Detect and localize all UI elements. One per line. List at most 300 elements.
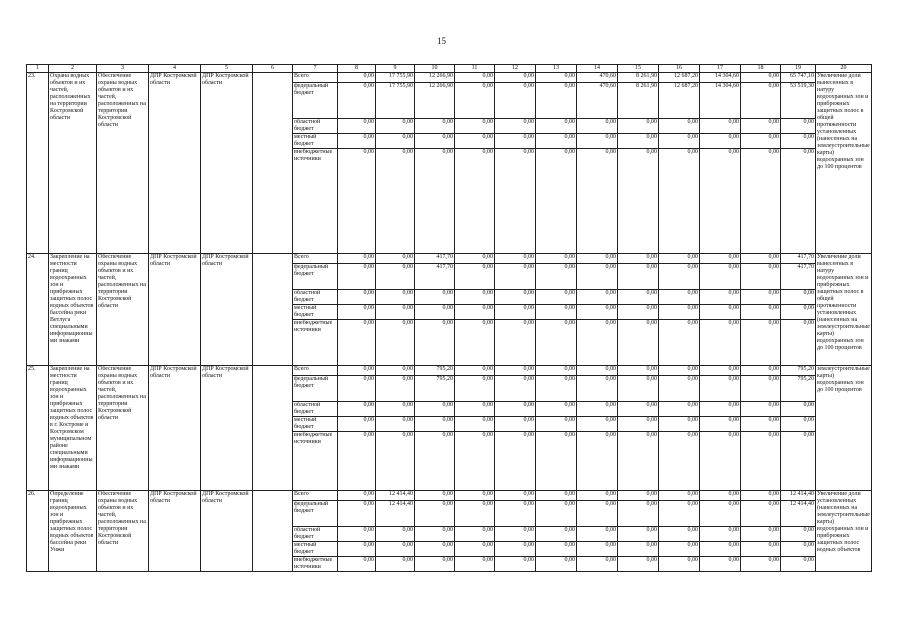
amount-cell: 417,70 [415, 264, 455, 290]
page-number: 15 [437, 36, 446, 46]
amount-cell: 0,00 [741, 432, 781, 491]
amount-cell: 12 687,20 [659, 73, 700, 83]
amount-cell: 0,00 [577, 305, 618, 320]
amount-cell: 0,00 [741, 501, 781, 527]
amount-cell: 0,00 [376, 432, 415, 491]
amount-cell: 0,00 [659, 149, 700, 254]
amount-cell: 0,00 [741, 557, 781, 572]
amount-cell: 0,00 [741, 376, 781, 402]
amount-cell: 0,00 [376, 290, 415, 305]
amount-cell: 0,00 [495, 491, 536, 501]
amount-cell: 0,00 [338, 305, 376, 320]
amount-cell: 0,00 [338, 501, 376, 527]
amount-cell: 0,00 [659, 501, 700, 527]
amount-cell: 0,00 [577, 501, 618, 527]
amount-cell: 0,00 [455, 557, 495, 572]
column-header: 2 [49, 65, 97, 73]
amount-cell: 0,00 [455, 134, 495, 149]
amount-cell: 0,00 [741, 417, 781, 432]
measure-name: Закрепление на местности границ водоохранных зон и прибрежных защитных полос водных объектов в г. Костроме и Костромском муниципальном районе специальными информационными знаками [49, 366, 97, 491]
amount-cell: 0,00 [781, 134, 816, 149]
amount-cell: 417,70 [781, 254, 816, 264]
column-header: 13 [536, 65, 577, 73]
amount-cell: 0,00 [781, 417, 816, 432]
amount-cell: 0,00 [455, 501, 495, 527]
column-header: 12 [495, 65, 536, 73]
amount-cell: 0,00 [741, 73, 781, 83]
amount-cell: 53 519,30 [781, 83, 816, 119]
amount-cell: 0,00 [338, 264, 376, 290]
expected-result: землеустроительные карты) водоохранных зон до 100 процентов [816, 366, 872, 491]
amount-cell: 0,00 [659, 542, 700, 557]
amount-cell: 0,00 [659, 305, 700, 320]
amount-cell: 0,00 [741, 119, 781, 134]
amount-cell: 0,00 [659, 491, 700, 501]
amount-cell: 0,00 [455, 402, 495, 417]
row-number: 23. [27, 73, 49, 254]
amount-cell: 0,00 [536, 527, 577, 542]
amount-cell: 0,00 [741, 366, 781, 376]
expected-result: Увеличение доли установленных (нанесенных на землеустроительные карты) водоохранных зон и прибрежных защитных полос водных объектов [816, 491, 872, 572]
amount-cell: 0,00 [618, 264, 659, 290]
amount-cell: 0,00 [415, 134, 455, 149]
amount-cell: 0,00 [376, 542, 415, 557]
funding-source: Всего [293, 366, 338, 376]
amount-cell: 0,00 [577, 542, 618, 557]
amount-cell: 0,00 [618, 320, 659, 366]
amount-cell: 0,00 [781, 542, 816, 557]
amount-cell: 0,00 [577, 557, 618, 572]
column-header: 16 [659, 65, 700, 73]
amount-cell: 0,00 [495, 73, 536, 83]
amount-cell: 0,00 [741, 305, 781, 320]
amount-cell: 0,00 [376, 417, 415, 432]
amount-cell: 0,00 [536, 73, 577, 83]
amount-cell: 795,20 [781, 376, 816, 402]
column-6 [253, 73, 293, 254]
amount-cell: 0,00 [781, 320, 816, 366]
amount-cell: 0,00 [536, 491, 577, 501]
amount-cell: 0,00 [536, 376, 577, 402]
amount-cell: 795,20 [415, 376, 455, 402]
recipient: ДПР Костромской области [201, 491, 253, 572]
funding-source: внебюджетные источники [293, 320, 338, 366]
column-header: 7 [293, 65, 338, 73]
amount-cell: 8 261,90 [618, 73, 659, 83]
amount-cell: 0,00 [659, 366, 700, 376]
amount-cell: 0,00 [781, 402, 816, 417]
amount-cell: 470,60 [577, 73, 618, 83]
amount-cell: 0,00 [376, 264, 415, 290]
amount-cell: 0,00 [659, 376, 700, 402]
amount-cell: 0,00 [415, 402, 455, 417]
amount-cell: 0,00 [495, 264, 536, 290]
amount-cell: 0,00 [536, 366, 577, 376]
amount-cell: 0,00 [741, 254, 781, 264]
amount-cell: 0,00 [338, 320, 376, 366]
funding-source: местный бюджет [293, 305, 338, 320]
executor: ДПР Костромской области [149, 73, 201, 254]
amount-cell: 12 266,90 [415, 83, 455, 119]
amount-cell: 0,00 [536, 264, 577, 290]
amount-cell: 0,00 [455, 417, 495, 432]
amount-cell: 0,00 [618, 376, 659, 402]
table-row [27, 254, 872, 264]
amount-cell: 0,00 [338, 134, 376, 149]
amount-cell: 470,60 [577, 83, 618, 119]
amount-cell: 0,00 [536, 149, 577, 254]
amount-cell: 0,00 [376, 134, 415, 149]
amount-cell: 0,00 [338, 402, 376, 417]
amount-cell: 0,00 [700, 432, 741, 491]
amount-cell: 0,00 [781, 290, 816, 305]
amount-cell: 0,00 [577, 264, 618, 290]
amount-cell: 0,00 [659, 557, 700, 572]
amount-cell: 795,20 [415, 366, 455, 376]
amount-cell: 0,00 [659, 290, 700, 305]
amount-cell: 0,00 [700, 491, 741, 501]
amount-cell: 0,00 [741, 134, 781, 149]
amount-cell: 795,20 [781, 366, 816, 376]
amount-cell: 0,00 [700, 254, 741, 264]
amount-cell: 0,00 [455, 149, 495, 254]
amount-cell: 0,00 [700, 527, 741, 542]
column-header: 20 [816, 65, 872, 73]
amount-cell: 0,00 [376, 376, 415, 402]
amount-cell: 0,00 [338, 557, 376, 572]
funding-source: местный бюджет [293, 134, 338, 149]
amount-cell: 0,00 [659, 264, 700, 290]
amount-cell: 0,00 [618, 417, 659, 432]
amount-cell: 0,00 [577, 290, 618, 305]
amount-cell: 12 414,40 [781, 491, 816, 501]
column-6 [253, 491, 293, 572]
amount-cell: 0,00 [700, 376, 741, 402]
amount-cell: 0,00 [700, 320, 741, 366]
amount-cell: 0,00 [338, 366, 376, 376]
amount-cell: 0,00 [659, 402, 700, 417]
header-row [27, 65, 872, 73]
column-header: 6 [253, 65, 293, 73]
amount-cell: 0,00 [741, 149, 781, 254]
amount-cell: 0,00 [700, 557, 741, 572]
amount-cell: 0,00 [659, 417, 700, 432]
amount-cell: 0,00 [659, 254, 700, 264]
amount-cell: 0,00 [495, 83, 536, 119]
amount-cell: 0,00 [781, 119, 816, 134]
amount-cell: 12 414,40 [376, 491, 415, 501]
row-number: 24. [27, 254, 49, 366]
funding-source: федеральный бюджет [293, 501, 338, 527]
amount-cell: 0,00 [415, 417, 455, 432]
amount-cell: 17 755,90 [376, 83, 415, 119]
amount-cell: 0,00 [495, 376, 536, 402]
funding-source: федеральный бюджет [293, 376, 338, 402]
amount-cell: 0,00 [455, 83, 495, 119]
amount-cell: 14 304,60 [700, 83, 741, 119]
amount-cell: 0,00 [536, 305, 577, 320]
amount-cell: 0,00 [700, 305, 741, 320]
amount-cell: 0,00 [536, 402, 577, 417]
amount-cell: 0,00 [495, 402, 536, 417]
amount-cell: 0,00 [495, 305, 536, 320]
amount-cell: 0,00 [415, 320, 455, 366]
amount-cell: 0,00 [577, 432, 618, 491]
amount-cell: 0,00 [376, 119, 415, 134]
amount-cell: 0,00 [577, 366, 618, 376]
amount-cell: 0,00 [618, 149, 659, 254]
amount-cell: 0,00 [495, 254, 536, 264]
amount-cell: 0,00 [741, 83, 781, 119]
amount-cell: 0,00 [338, 83, 376, 119]
amount-cell: 0,00 [495, 557, 536, 572]
table-row [27, 73, 872, 83]
amount-cell: 0,00 [781, 527, 816, 542]
amount-cell: 0,00 [700, 119, 741, 134]
amount-cell: 0,00 [495, 432, 536, 491]
amount-cell: 0,00 [741, 542, 781, 557]
column-header: 18 [741, 65, 781, 73]
column-header: 10 [415, 65, 455, 73]
amount-cell: 12 414,40 [376, 501, 415, 527]
amount-cell: 0,00 [781, 557, 816, 572]
amount-cell: 0,00 [700, 402, 741, 417]
amount-cell: 12 266,90 [415, 73, 455, 83]
table-row [27, 366, 872, 376]
executor: ДПР Костромской области [149, 254, 201, 366]
amount-cell: 0,00 [415, 119, 455, 134]
amount-cell: 0,00 [618, 254, 659, 264]
amount-cell: 0,00 [455, 305, 495, 320]
column-header: 3 [97, 65, 149, 73]
measure-basis: Обеспечение охраны водных объектов и их частей, расположенных на территории Костромской области [97, 366, 149, 491]
amount-cell: 0,00 [376, 527, 415, 542]
amount-cell: 0,00 [618, 491, 659, 501]
column-header: 8 [338, 65, 376, 73]
amount-cell: 0,00 [455, 264, 495, 290]
amount-cell: 0,00 [700, 134, 741, 149]
amount-cell: 0,00 [415, 149, 455, 254]
column-6 [253, 366, 293, 491]
column-header: 19 [781, 65, 816, 73]
expected-result: Увеличение доли вынесенных в натуру водоохранных зон и прибрежных защитных полос в общей протяженности установленных (нанесенных на землеустроительные карты) водоохранных зон до 100 процентов [816, 73, 872, 254]
amount-cell: 0,00 [741, 290, 781, 305]
amount-cell: 0,00 [781, 149, 816, 254]
amount-cell: 0,00 [455, 119, 495, 134]
column-header: 9 [376, 65, 415, 73]
funding-source: внебюджетные источники [293, 149, 338, 254]
table-row [27, 491, 872, 501]
amount-cell: 0,00 [577, 119, 618, 134]
amount-cell: 0,00 [700, 149, 741, 254]
amount-cell: 0,00 [495, 320, 536, 366]
amount-cell: 0,00 [495, 290, 536, 305]
amount-cell: 0,00 [536, 119, 577, 134]
amount-cell: 0,00 [338, 527, 376, 542]
amount-cell: 17 755,90 [376, 73, 415, 83]
amount-cell: 0,00 [495, 527, 536, 542]
recipient: ДПР Костромской области [201, 366, 253, 491]
amount-cell: 0,00 [577, 417, 618, 432]
funding-source: областной бюджет [293, 527, 338, 542]
amount-cell: 0,00 [495, 119, 536, 134]
amount-cell: 0,00 [536, 542, 577, 557]
expected-result: Увеличение доли вынесенных в натуру водоохранных зон и прибрежных защитных полос в общей протяженности установленных (нанесенных на землеустроительные карты) водоохранных зон до 100 процентов [816, 254, 872, 366]
amount-cell: 0,00 [700, 542, 741, 557]
amount-cell: 0,00 [338, 254, 376, 264]
column-header: 14 [577, 65, 618, 73]
measure-name: Определение границ водоохранных зон и прибрежных защитных полос водных объектов бассейна реки Унжи [49, 491, 97, 572]
amount-cell: 65 747,10 [781, 73, 816, 83]
funding-source: Всего [293, 491, 338, 501]
executor: ДПР Костромской области [149, 491, 201, 572]
funding-source: местный бюджет [293, 417, 338, 432]
measure-name: Охрана водных объектов и их частей, расположенных на территории Костромской области [49, 73, 97, 254]
amount-cell: 0,00 [455, 542, 495, 557]
amount-cell: 0,00 [659, 432, 700, 491]
amount-cell: 0,00 [659, 119, 700, 134]
amount-cell: 0,00 [700, 290, 741, 305]
column-header: 5 [201, 65, 253, 73]
measure-basis: Обеспечение охраны водных объектов и их частей, расположенных на территории Костромской области [97, 491, 149, 572]
amount-cell: 0,00 [618, 501, 659, 527]
amount-cell: 0,00 [536, 290, 577, 305]
funding-source: внебюджетные источники [293, 432, 338, 491]
amount-cell: 0,00 [338, 73, 376, 83]
amount-cell: 0,00 [577, 376, 618, 402]
amount-cell: 0,00 [741, 491, 781, 501]
amount-cell: 0,00 [376, 557, 415, 572]
amount-cell: 417,70 [415, 254, 455, 264]
amount-cell: 0,00 [455, 73, 495, 83]
amount-cell: 0,00 [618, 527, 659, 542]
amount-cell: 12 687,20 [659, 83, 700, 119]
amount-cell: 12 414,40 [781, 501, 816, 527]
amount-cell: 0,00 [659, 527, 700, 542]
amount-cell: 0,00 [495, 501, 536, 527]
amount-cell: 0,00 [376, 254, 415, 264]
amount-cell: 0,00 [536, 320, 577, 366]
amount-cell: 417,70 [781, 264, 816, 290]
amount-cell: 0,00 [338, 542, 376, 557]
amount-cell: 0,00 [618, 542, 659, 557]
amount-cell: 0,00 [741, 527, 781, 542]
amount-cell: 0,00 [741, 402, 781, 417]
amount-cell: 0,00 [577, 320, 618, 366]
funding-source: областной бюджет [293, 290, 338, 305]
amount-cell: 0,00 [415, 491, 455, 501]
amount-cell: 0,00 [376, 366, 415, 376]
column-header: 15 [618, 65, 659, 73]
amount-cell: 0,00 [536, 254, 577, 264]
amount-cell: 0,00 [376, 149, 415, 254]
amount-cell: 0,00 [455, 366, 495, 376]
amount-cell: 0,00 [618, 402, 659, 417]
amount-cell: 0,00 [618, 305, 659, 320]
amount-cell: 0,00 [536, 557, 577, 572]
amount-cell: 0,00 [338, 149, 376, 254]
amount-cell: 0,00 [618, 366, 659, 376]
amount-cell: 0,00 [415, 305, 455, 320]
column-header: 4 [149, 65, 201, 73]
amount-cell: 0,00 [659, 134, 700, 149]
amount-cell: 0,00 [338, 119, 376, 134]
amount-cell: 0,00 [659, 320, 700, 366]
amount-cell: 0,00 [577, 134, 618, 149]
amount-cell: 0,00 [455, 491, 495, 501]
recipient: ДПР Костромской области [201, 254, 253, 366]
amount-cell: 0,00 [741, 320, 781, 366]
row-number: 26. [27, 491, 49, 572]
amount-cell: 0,00 [618, 119, 659, 134]
amount-cell: 0,00 [700, 501, 741, 527]
column-header: 17 [700, 65, 741, 73]
amount-cell: 0,00 [415, 542, 455, 557]
amount-cell: 0,00 [495, 149, 536, 254]
amount-cell: 0,00 [455, 527, 495, 542]
amount-cell: 0,00 [741, 264, 781, 290]
amount-cell: 0,00 [577, 491, 618, 501]
amount-cell: 0,00 [577, 149, 618, 254]
amount-cell: 0,00 [536, 417, 577, 432]
amount-cell: 0,00 [700, 366, 741, 376]
amount-cell: 0,00 [495, 366, 536, 376]
amount-cell: 0,00 [495, 134, 536, 149]
amount-cell: 0,00 [338, 417, 376, 432]
amount-cell: 14 304,60 [700, 73, 741, 83]
row-number: 25. [27, 366, 49, 491]
amount-cell: 0,00 [781, 432, 816, 491]
amount-cell: 0,00 [495, 417, 536, 432]
amount-cell: 0,00 [618, 134, 659, 149]
amount-cell: 0,00 [338, 432, 376, 491]
column-header: 11 [455, 65, 495, 73]
measure-name: Закрепление на местности границ водоохранных зон и прибрежных защитных полос водных объектов бассейна реки Ветлуга специальными информационными знаками [49, 254, 97, 366]
recipient: ДПР Костромской области [201, 73, 253, 254]
amount-cell: 0,00 [338, 290, 376, 305]
amount-cell: 0,00 [376, 402, 415, 417]
amount-cell: 0,00 [536, 501, 577, 527]
measure-basis: Обеспечение охраны водных объектов и их частей, расположенных на территории Костромской области [97, 73, 149, 254]
amount-cell: 0,00 [455, 432, 495, 491]
amount-cell: 0,00 [455, 320, 495, 366]
funding-source: Всего [293, 254, 338, 264]
amount-cell: 0,00 [415, 290, 455, 305]
amount-cell: 0,00 [338, 491, 376, 501]
amount-cell: 0,00 [577, 254, 618, 264]
funding-source: федеральный бюджет [293, 83, 338, 119]
amount-cell: 0,00 [415, 527, 455, 542]
amount-cell: 0,00 [536, 134, 577, 149]
measure-basis: Обеспечение охраны водных объектов и их частей, расположенных на территории Костромской области [97, 254, 149, 366]
amount-cell: 0,00 [618, 432, 659, 491]
amount-cell: 0,00 [455, 254, 495, 264]
funding-source: областной бюджет [293, 119, 338, 134]
amount-cell: 0,00 [338, 376, 376, 402]
executor: ДПР Костромской области [149, 366, 201, 491]
amount-cell: 0,00 [700, 264, 741, 290]
amount-cell: 0,00 [536, 432, 577, 491]
amount-cell: 0,00 [618, 290, 659, 305]
amount-cell: 0,00 [455, 290, 495, 305]
funding-source: областной бюджет [293, 402, 338, 417]
funding-source: местный бюджет [293, 542, 338, 557]
amount-cell: 0,00 [376, 305, 415, 320]
amount-cell: 0,00 [577, 402, 618, 417]
amount-cell: 0,00 [415, 501, 455, 527]
amount-cell: 0,00 [455, 376, 495, 402]
amount-cell: 0,00 [536, 83, 577, 119]
